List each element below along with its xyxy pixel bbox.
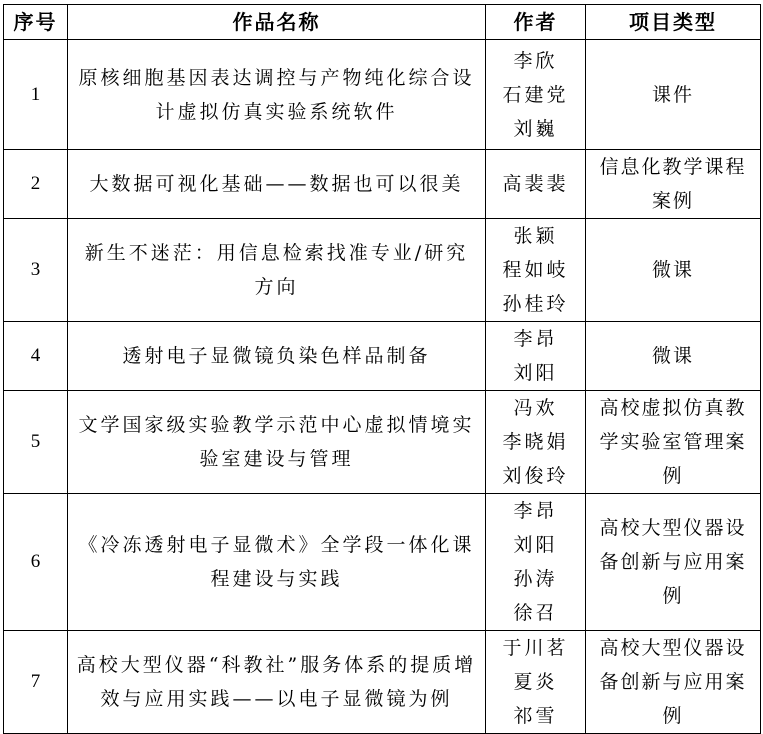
header-type: 项目类型 (586, 5, 761, 40)
author-name: 刘巍 (513, 117, 558, 140)
work-title: 原核细胞基因表达调控与产物纯化综合设计虚拟仿真实验系统软件 (68, 40, 486, 150)
author-list (486, 322, 586, 391)
row-index: 7 (4, 631, 68, 734)
project-type: 高校大型仪器设备创新与应用案例 (586, 494, 761, 631)
row-index: 5 (4, 391, 68, 494)
author-name: 张颖 (513, 225, 558, 247)
author-name: 李昂 (513, 328, 558, 350)
author-name: 冯欢 (513, 397, 558, 419)
table-row (4, 631, 761, 734)
work-title: 大数据可视化基础——数据也可以很美 (68, 150, 486, 219)
author-list (486, 631, 586, 734)
author-name: 李欣 (513, 49, 558, 72)
row-index: 3 (4, 219, 68, 322)
table-row (4, 150, 761, 219)
header-title: 作品名称 (68, 5, 486, 40)
project-type: 信息化教学课程案例 (586, 150, 761, 219)
row-index: 4 (4, 322, 68, 391)
table-row (4, 322, 761, 391)
author-list (486, 219, 586, 322)
author-name: 刘阳 (513, 534, 558, 556)
row-index: 2 (4, 150, 68, 219)
author-name: 程如岐 (502, 259, 569, 281)
work-title: 透射电子显微镜负染色样品制备 (68, 322, 486, 391)
author-name: 孙涛 (513, 568, 558, 590)
author-list (486, 40, 586, 150)
author-name: 夏炎 (513, 671, 558, 693)
project-type: 高校大型仪器设备创新与应用案例 (586, 631, 761, 734)
header-index: 序号 (4, 5, 68, 40)
project-type: 高校虚拟仿真教学实验室管理案例 (586, 391, 761, 494)
header-row (4, 5, 761, 40)
author-name: 李昂 (513, 500, 558, 522)
author-name: 高裴裴 (502, 173, 569, 195)
author-name: 于川茗 (502, 637, 569, 659)
author-name: 徐召 (513, 602, 558, 624)
work-title: 文学国家级实验教学示范中心虚拟情境实验室建设与管理 (68, 391, 486, 494)
author-name: 刘俊玲 (502, 465, 569, 487)
author-list (486, 494, 586, 631)
author-name: 石建党 (502, 83, 569, 106)
author-name: 刘阳 (513, 362, 558, 384)
author-name: 孙桂玲 (502, 293, 569, 315)
awards-table (3, 4, 761, 734)
author-name: 李晓娟 (502, 431, 569, 453)
author-list (486, 150, 586, 219)
work-title: 新生不迷茫：用信息检索找准专业/研究方向 (68, 219, 486, 322)
work-title: 高校大型仪器“科教社”服务体系的提质增效与应用实践——以电子显微镜为例 (68, 631, 486, 734)
table-row (4, 494, 761, 631)
project-type: 微课 (586, 219, 761, 322)
work-title: 《冷冻透射电子显微术》全学段一体化课程建设与实践 (68, 494, 486, 631)
table-row (4, 40, 761, 150)
author-name: 祁雪 (513, 705, 558, 727)
row-index: 1 (4, 40, 68, 150)
table-row (4, 391, 761, 494)
project-type: 课件 (586, 40, 761, 150)
table-row (4, 219, 761, 322)
author-list (486, 391, 586, 494)
row-index: 6 (4, 494, 68, 631)
project-type: 微课 (586, 322, 761, 391)
header-author: 作者 (486, 5, 586, 40)
